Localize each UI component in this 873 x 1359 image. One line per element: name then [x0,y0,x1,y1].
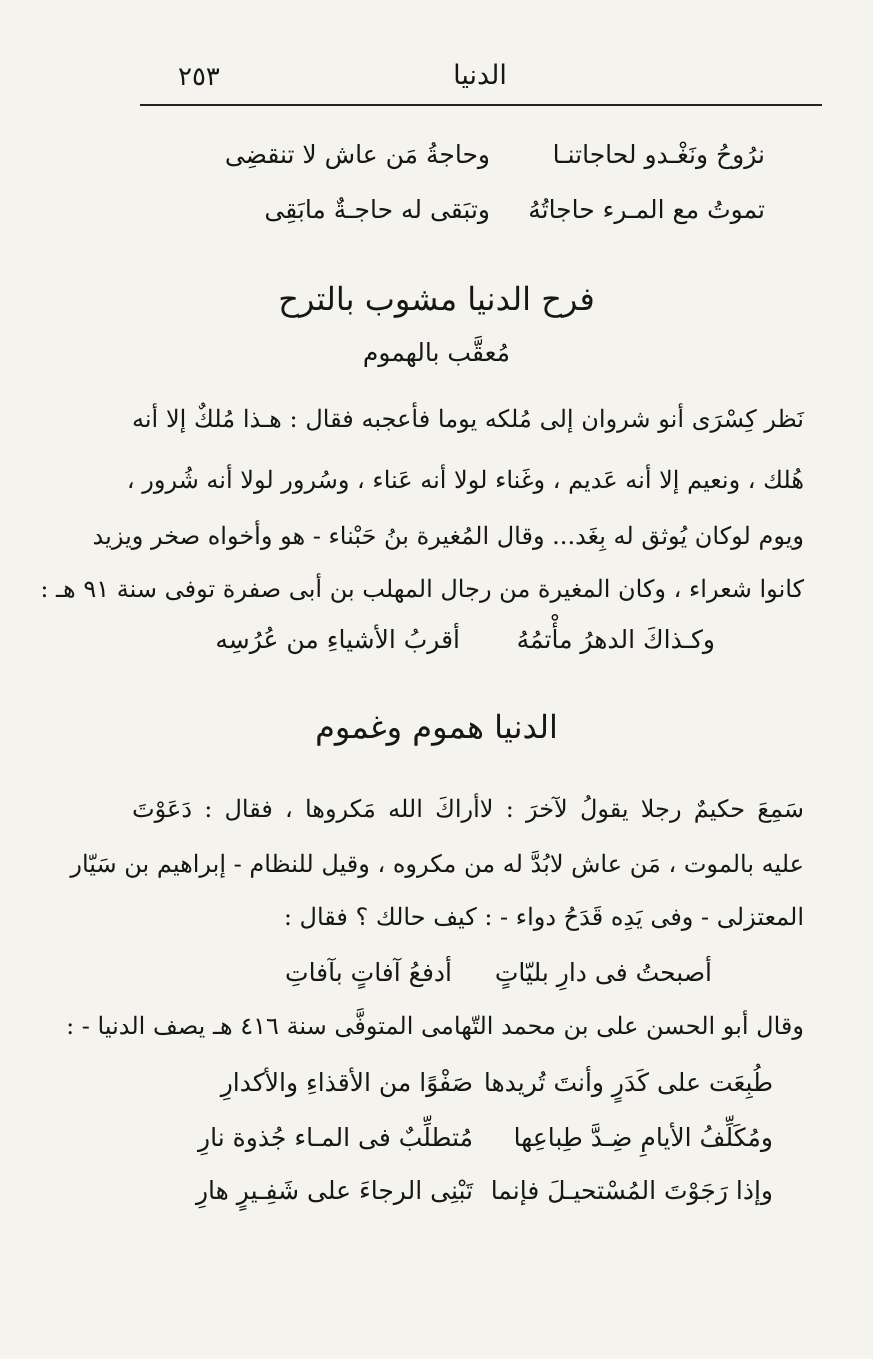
page-header [140,52,820,108]
verse-hemistich-right: تموتُ مع المـرء حاجاتُهُ [528,195,765,224]
verse [215,625,715,655]
running-title: الدنيا [453,60,507,91]
opening-verse-2 [220,195,765,225]
verse-hemistich-right: وكـذاكَ الدهرُ مأْتمُهُ [516,625,715,654]
verse-hemistich-right: نرُوحُ ونَغْـدو لحاجاتنـا [552,140,765,169]
verse-hemistich-left: مُتطلِّبٌ فى المـاء جُذوة نارِ [198,1123,473,1152]
verse-hemistich-right: ومُكَلِّفُ الأيامِ ضِـدَّ طِباعِها [513,1123,773,1152]
paragraph-line: هُلك ، ونعيم إلا أنه عَديم ، وغَناء لولا أنه عَناء ، وسُرور لولا أنه شُرور ، [126,466,804,494]
header-rule [140,104,822,106]
paragraph-line: نَظر كِسْرَى أنو شروان إلى مُلكه يوما فأعجبه فقال : هـذا مُلكٌ إلا أنه [132,405,804,433]
verse-hemistich-left: تَبْنِى الرجاءَ على شَفِـيرٍ هارِ [195,1176,473,1205]
poem-verse-1 [158,1068,773,1098]
verse-hemistich-left: وتبَقى له حاجـةٌ مابَقِى [264,195,490,224]
paragraph-line: ويوم لوكان يُوثق له بِغَد... وقال المُغيرة بنُ حَبْناء - هو وأخواه صخر ويزيد [92,522,804,550]
verse [242,958,712,988]
opening-verse-1 [220,140,765,170]
paragraph-line: عليه بالموت ، مَن عاش لابُدَّ له من مكروه ، وقيل للنظام - إبراهيم بن سَيّار [70,850,804,878]
verse-hemistich-right: أصبحتُ فى دارِ بليّاتٍ [494,958,712,987]
verse-hemistich-right: وإذا رَجَوْتَ المُسْتحيـلَ فإنما [490,1176,773,1205]
paragraph-line: كانوا شعراء ، وكان المغيرة من رجال المهلب بن أبى صفرة توفى سنة ٩١ هـ : [40,575,804,603]
section-subtitle: مُعقَّب بالهموم [362,338,511,367]
paragraph-line: سَمِعَ حكيمٌ رجلا يقولُ لآخرَ : لاأراكَ الله مَكروها ، فقال : دَعَوْتَ [132,795,804,823]
verse-hemistich-left: أقربُ الأشياءِ من عُرُسِه [215,625,460,654]
verse-hemistich-left: صَفْوًا من الأقذاءِ والأكدارِ [220,1068,473,1097]
verse-hemistich-right: طُبِعَت على كَدَرٍ وأنتَ تُريدها [483,1068,773,1097]
paragraph-line: المعتزلى - وفى يَدِه قَدَحُ دواء - : كيف حالك ؟ فقال : [283,903,804,931]
poem-verse-2 [158,1123,773,1153]
section-title: الدنيا هموم وغموم [315,708,558,746]
page-number: ٢٥٣ [178,62,220,92]
poem-intro-line: وقال أبو الحسن على بن محمد التّهامى المتوفَّى سنة ٤١٦ هـ يصف الدنيا - : [66,1012,804,1040]
verse-hemistich-left: وحاجةُ مَن عاش لا تنقضِى [224,140,490,169]
poem-verse-3 [158,1176,773,1206]
verse-hemistich-left: أدفعُ آفاتٍ بآفاتِ [285,958,452,987]
section-title: فرح الدنيا مشوب بالترح [278,280,595,318]
